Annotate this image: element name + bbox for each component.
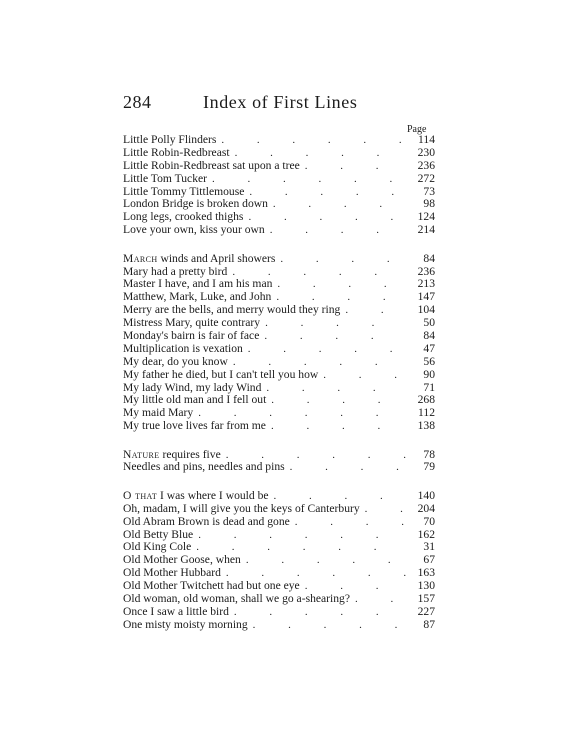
page-reference: 79 bbox=[423, 460, 435, 474]
first-line-text: Merry are the bells, and merry would they ring bbox=[123, 303, 341, 317]
dot-leader bbox=[243, 211, 406, 224]
first-line-text: Oh, madam, I will give you the keys of Canterbury bbox=[123, 501, 360, 515]
page-reference: 71 bbox=[423, 380, 435, 394]
first-line-text: Old Abram Brown is dead and gone bbox=[123, 514, 290, 528]
page-reference: 78 bbox=[423, 447, 435, 461]
dot-leader bbox=[272, 278, 406, 291]
dot-leader bbox=[229, 606, 406, 619]
first-line-text: Long legs, crooked thighs bbox=[123, 210, 244, 224]
page-reference: 50 bbox=[423, 316, 435, 330]
page-title: Index of First Lines bbox=[203, 92, 358, 112]
first-line-text: Little Robin-Redbreast sat upon a tree bbox=[123, 158, 300, 172]
page-reference: 56 bbox=[423, 354, 435, 368]
first-line-lead-smallcaps: O that bbox=[123, 488, 158, 502]
first-line-text: Old King Cole bbox=[123, 540, 192, 554]
first-line-text: Little Tom Tucker bbox=[123, 171, 207, 185]
first-line-text: Multiplication is vexation bbox=[123, 341, 243, 355]
page-reference: 214 bbox=[417, 223, 435, 237]
page-reference: 104 bbox=[417, 303, 435, 317]
first-line-text: Little Tommy Tittlemouse bbox=[123, 184, 245, 198]
dot-leader bbox=[241, 554, 406, 567]
page-reference: 90 bbox=[423, 367, 435, 381]
index-entry bbox=[123, 147, 435, 160]
page-reference: 140 bbox=[417, 488, 435, 502]
first-line-rest: I was where I would be bbox=[157, 488, 269, 502]
index-group bbox=[123, 134, 435, 237]
index-list bbox=[123, 134, 435, 632]
first-line-text: London Bridge is broken down bbox=[123, 197, 268, 211]
page-number: 284 bbox=[123, 92, 152, 112]
first-line-text: My dear, do you know bbox=[123, 354, 228, 368]
page-reference: 67 bbox=[423, 553, 435, 567]
first-line-text: Monday's bairn is fair of face bbox=[123, 328, 260, 342]
index-entry bbox=[123, 461, 435, 474]
dot-leader bbox=[265, 224, 406, 237]
index-entry bbox=[123, 160, 435, 173]
index-entry bbox=[123, 420, 435, 433]
page-reference: 47 bbox=[423, 341, 435, 355]
dot-leader bbox=[266, 394, 406, 407]
dot-leader bbox=[230, 147, 406, 160]
dot-leader bbox=[207, 173, 406, 186]
page-column-label: Page bbox=[407, 124, 427, 135]
first-line-text: My lady Wind, my lady Wind bbox=[123, 380, 262, 394]
first-line-text: Old Betty Blue bbox=[123, 527, 194, 541]
page-reference: 268 bbox=[417, 393, 435, 407]
first-line-lead-smallcaps: Nature bbox=[123, 447, 160, 461]
index-group bbox=[123, 490, 435, 632]
first-line-text: Mistress Mary, quite contrary bbox=[123, 316, 261, 330]
page-reference: 114 bbox=[418, 133, 435, 146]
page-reference: 84 bbox=[423, 328, 435, 342]
index-entry bbox=[123, 516, 435, 529]
dot-leader bbox=[290, 516, 406, 529]
page-reference: 112 bbox=[418, 406, 435, 420]
dot-leader bbox=[244, 186, 406, 199]
dot-leader bbox=[243, 343, 406, 356]
first-line-text: Love your own, kiss your own bbox=[123, 223, 265, 237]
dot-leader bbox=[360, 503, 406, 516]
first-line-text: Old Mother Twitchett had but one eye bbox=[123, 579, 300, 593]
dot-leader bbox=[216, 134, 406, 147]
index-entry bbox=[123, 224, 435, 237]
dot-leader bbox=[318, 369, 406, 382]
index-entry bbox=[123, 593, 435, 606]
page-reference: 213 bbox=[417, 277, 435, 291]
page-reference: 236 bbox=[417, 264, 435, 278]
first-line-text: Master I have, and I am his man bbox=[123, 277, 273, 291]
first-line-text: My true love lives far from me bbox=[123, 419, 266, 433]
first-line-text bbox=[123, 253, 275, 266]
page-reference: 87 bbox=[423, 617, 435, 631]
page-reference: 163 bbox=[417, 566, 435, 580]
first-line-text: Once I saw a little bird bbox=[123, 604, 229, 618]
index-entry bbox=[123, 343, 435, 356]
page-reference: 157 bbox=[417, 592, 435, 605]
index-group bbox=[123, 253, 435, 433]
index-entry bbox=[123, 503, 435, 516]
index-entry bbox=[123, 134, 435, 147]
page-reference: 130 bbox=[417, 579, 435, 593]
first-line-rest: winds and April showers bbox=[157, 251, 276, 265]
index-entry bbox=[123, 490, 435, 503]
page-reference: 73 bbox=[423, 184, 435, 198]
index-entry bbox=[123, 356, 435, 369]
dot-leader bbox=[275, 253, 406, 266]
first-line-text: One misty moisty morning bbox=[123, 617, 248, 631]
index-entry bbox=[123, 253, 435, 266]
dot-leader bbox=[266, 420, 406, 433]
first-line-text: Little Robin-Redbreast bbox=[123, 145, 230, 159]
dot-leader bbox=[260, 317, 406, 330]
dot-leader bbox=[268, 198, 406, 211]
first-line-text: Old Mother Goose, when bbox=[123, 553, 241, 567]
page-reference: 70 bbox=[423, 514, 435, 528]
dot-leader bbox=[300, 160, 406, 173]
page-reference: 124 bbox=[417, 210, 435, 224]
first-line-text: Mary had a pretty bird bbox=[123, 264, 228, 278]
index-entry bbox=[123, 606, 435, 619]
dot-leader bbox=[248, 619, 406, 632]
dot-leader bbox=[350, 593, 406, 606]
page-reference: 98 bbox=[423, 197, 435, 211]
first-line-text: My little old man and I fell out bbox=[123, 393, 267, 407]
page-reference: 227 bbox=[417, 604, 435, 618]
page-reference: 31 bbox=[423, 540, 435, 554]
page-reference: 84 bbox=[423, 251, 435, 265]
dot-leader bbox=[259, 330, 406, 343]
first-line-text bbox=[123, 490, 269, 503]
first-line-text: Matthew, Mark, Luke, and John bbox=[123, 290, 272, 304]
page-reference: 138 bbox=[417, 419, 435, 433]
page-header bbox=[123, 92, 433, 116]
dot-leader bbox=[228, 356, 406, 369]
page-reference: 147 bbox=[417, 290, 435, 304]
page-reference: 162 bbox=[417, 527, 435, 541]
first-line-text: My maid Mary bbox=[123, 406, 194, 420]
page-reference: 272 bbox=[417, 171, 435, 185]
index-entry bbox=[123, 173, 435, 186]
index-entry bbox=[123, 619, 435, 632]
index-entry bbox=[123, 369, 435, 382]
dot-leader bbox=[261, 382, 406, 395]
page-reference: 204 bbox=[417, 501, 435, 515]
dot-leader bbox=[269, 490, 406, 503]
first-line-text: Needles and pins, needles and pins bbox=[123, 460, 285, 474]
first-line-text: Old Mother Hubbard bbox=[123, 566, 221, 580]
first-line-text: Old woman, old woman, shall we go a-shearing? bbox=[123, 592, 350, 605]
first-line-text: My father he died, but I can't tell you how bbox=[123, 367, 319, 381]
first-line-rest: requires five bbox=[159, 447, 221, 461]
index-entry bbox=[123, 330, 435, 343]
index-group bbox=[123, 449, 435, 475]
first-line-text: Little Polly Flinders bbox=[123, 133, 217, 146]
page-reference: 236 bbox=[417, 158, 435, 172]
dot-leader bbox=[340, 304, 406, 317]
page-reference: 230 bbox=[417, 145, 435, 159]
first-line-lead-smallcaps: March bbox=[123, 251, 158, 265]
dot-leader bbox=[285, 461, 406, 474]
dot-leader bbox=[193, 529, 406, 542]
